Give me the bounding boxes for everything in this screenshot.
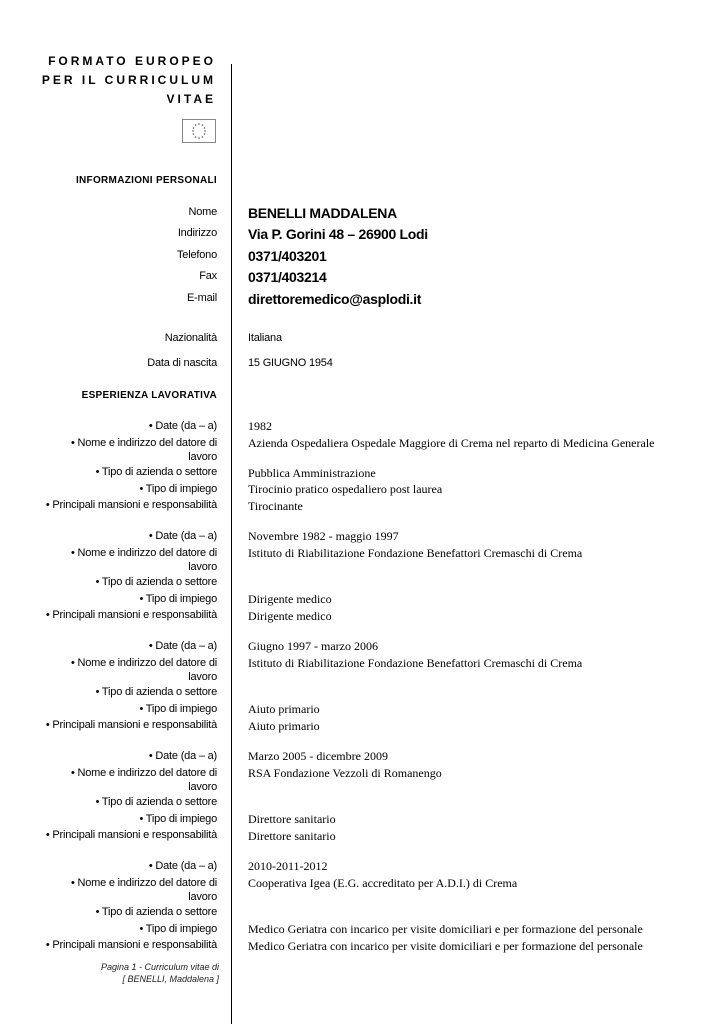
label-sector: • Tipo di azienda o settore	[95, 906, 217, 918]
label-sector: • Tipo di azienda o settore	[95, 796, 217, 808]
label-type: • Tipo di impiego	[139, 923, 217, 935]
exp-duties: Tirocinante	[248, 499, 303, 513]
exp-employer: Cooperativa Igea (E.G. accreditato per A.D.I.) di Crema	[248, 876, 518, 890]
value-address: Via P. Gorini 48 – 26900 Lodi	[248, 226, 428, 242]
label-type: • Tipo di impiego	[139, 813, 217, 825]
label-duties: • Principali mansioni e responsabilità	[45, 609, 217, 621]
exp-employer: Azienda Ospedaliera Ospedale Maggiore di Crema nel reparto di Medicina Generale	[248, 436, 655, 450]
exp-employer: Istituto di Riabilitazione Fondazione Benefattori Cremaschi di Crema	[248, 546, 583, 560]
label-email: E-mail	[187, 292, 217, 304]
exp-type: Aiuto primario	[248, 702, 320, 716]
cv-title-line-1: FORMATO EUROPEO	[48, 54, 216, 68]
exp-type: Direttore sanitario	[248, 812, 336, 826]
column-divider	[231, 64, 232, 1024]
label-employer: • Nome e indirizzo del datore di lavoro	[70, 657, 217, 683]
label-duties: • Principali mansioni e responsabilità	[45, 499, 217, 511]
label-nationality: Nazionalità	[164, 332, 217, 344]
value-name: BENELLI MADDALENA	[248, 205, 397, 221]
label-sector: • Tipo di azienda o settore	[95, 686, 217, 698]
page-footer	[101, 961, 219, 985]
label-date: • Date (da – a)	[148, 640, 217, 652]
value-nationality: Italiana	[248, 332, 282, 344]
cv-title-line-2: PER IL CURRICULUM	[41, 73, 216, 87]
label-employer: • Nome e indirizzo del datore di lavoro	[70, 877, 217, 903]
label-phone: Telefono	[177, 249, 217, 261]
label-date: • Date (da – a)	[148, 750, 217, 762]
exp-type: Tirocinio pratico ospedaliero post laurea	[248, 482, 443, 496]
section-title-experience: ESPERIENZA LAVORATIVA	[81, 390, 217, 401]
label-address: Indirizzo	[177, 227, 217, 239]
exp-employer: RSA Fondazione Vezzoli di Romanengo	[248, 766, 442, 780]
label-employer: • Nome e indirizzo del datore di lavoro	[70, 767, 217, 793]
exp-type: Dirigente medico	[248, 592, 332, 606]
eu-flag-icon	[182, 119, 216, 143]
label-employer: • Nome e indirizzo del datore di lavoro	[70, 437, 217, 463]
exp-duties: Dirigente medico	[248, 609, 332, 623]
value-email[interactable]: direttoremedico@asplodi.it	[248, 291, 422, 307]
exp-date: Novembre 1982 - maggio 1997	[248, 529, 399, 543]
label-employer: • Nome e indirizzo del datore di lavoro	[70, 547, 217, 573]
label-duties: • Principali mansioni e responsabilità	[45, 939, 217, 951]
label-sector: • Tipo di azienda o settore	[95, 466, 217, 478]
label-name: Nome	[188, 206, 217, 218]
exp-date: 1982	[248, 419, 272, 433]
label-sector: • Tipo di azienda o settore	[95, 576, 217, 588]
exp-duties: Medico Geriatra con incarico per visite domiciliari e per formazione del personale	[248, 939, 643, 953]
exp-date: Marzo 2005 - dicembre 2009	[248, 749, 388, 763]
exp-employer: Istituto di Riabilitazione Fondazione Benefattori Cremaschi di Crema	[248, 656, 583, 670]
label-duties: • Principali mansioni e responsabilità	[45, 829, 217, 841]
label-date: • Date (da – a)	[148, 420, 217, 432]
exp-date: 2010-2011-2012	[248, 859, 328, 873]
exp-type: Medico Geriatra con incarico per visite domiciliari e per formazione del personale	[248, 922, 643, 936]
footer-name-label: [ BENELLI, Maddalena ]	[122, 974, 219, 984]
label-type: • Tipo di impiego	[139, 593, 217, 605]
value-phone: 0371/403201	[248, 248, 327, 264]
value-birth: 15 GIUGNO 1954	[248, 357, 333, 369]
exp-date: Giugno 1997 - marzo 2006	[248, 639, 378, 653]
value-fax: 0371/403214	[248, 269, 327, 285]
label-date: • Date (da – a)	[148, 530, 217, 542]
label-date: • Date (da – a)	[148, 860, 217, 872]
label-type: • Tipo di impiego	[139, 703, 217, 715]
label-type: • Tipo di impiego	[139, 483, 217, 495]
exp-sector: Pubblica Amministrazione	[248, 466, 376, 480]
exp-duties: Direttore sanitario	[248, 829, 336, 843]
exp-duties: Aiuto primario	[248, 719, 320, 733]
label-fax: Fax	[199, 270, 217, 282]
label-birth: Data di nascita	[147, 357, 217, 369]
section-title-personal: INFORMAZIONI PERSONALI	[75, 175, 217, 186]
cv-title-line-3: VITAE	[166, 92, 216, 106]
footer-page-label: Pagina 1 - Curriculum vitae di	[100, 962, 219, 972]
label-duties: • Principali mansioni e responsabilità	[45, 719, 217, 731]
